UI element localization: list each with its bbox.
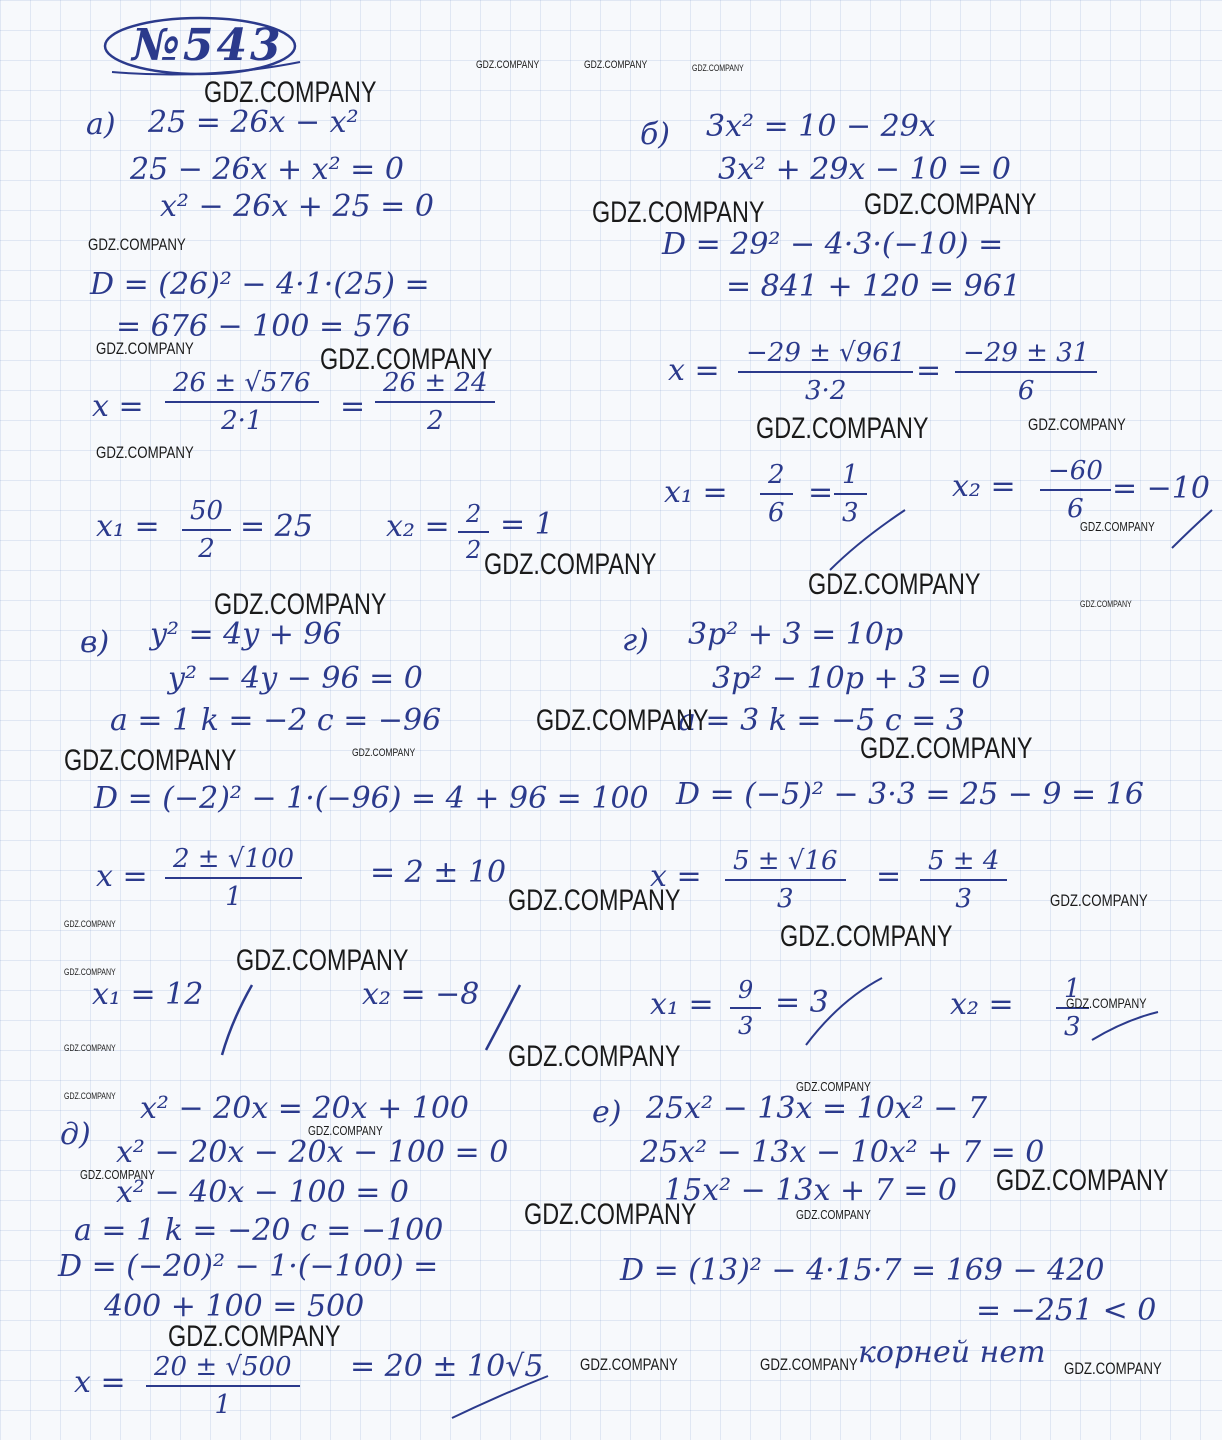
denominator: 3 <box>738 1012 754 1040</box>
part-b-equation-1: 3x² = 10 − 29x <box>706 109 936 144</box>
numerator: 2 <box>760 460 793 495</box>
watermark: GDZ.COMPANY <box>64 1091 116 1101</box>
part-g-x1-fraction <box>730 976 761 1040</box>
watermark: GDZ.COMPANY <box>64 1043 116 1053</box>
denominator: 6 <box>1017 376 1035 406</box>
part-a-root-fraction <box>165 368 319 436</box>
watermark: GDZ.COMPANY <box>864 188 1037 221</box>
part-b-discriminant-1: D = 29² − 4·3·(−10) = <box>662 227 1004 262</box>
part-v-root-fraction <box>165 844 302 912</box>
part-v-discriminant: D = (−2)² − 1·(−96) = 4 + 96 = 100 <box>94 781 649 816</box>
part-b-root-fraction-2 <box>955 338 1097 406</box>
watermark: GDZ.COMPANY <box>536 704 709 737</box>
watermark: GDZ.COMPANY <box>592 196 765 229</box>
part-b-root-lhs: x = <box>668 353 720 388</box>
denominator: 3 <box>955 884 972 914</box>
part-b-x1-fraction <box>760 460 793 528</box>
watermark: GDZ.COMPANY <box>214 588 387 621</box>
denominator: 2 <box>198 534 215 564</box>
part-b-root-equals: = <box>916 353 942 388</box>
part-d-root-fraction <box>146 1352 300 1420</box>
watermark: GDZ.COMPANY <box>584 59 648 71</box>
part-d-label: д) <box>60 1117 91 1152</box>
watermark: GDZ.COMPANY <box>320 343 493 376</box>
part-v-equation-2: y² − 4y − 96 = 0 <box>168 661 423 696</box>
watermark: GDZ.COMPANY <box>1080 519 1155 534</box>
part-g-equation-1: 3p² + 3 = 10p <box>688 617 904 652</box>
part-e-discriminant-2: = −251 < 0 <box>976 1293 1157 1328</box>
watermark: GDZ.COMPANY <box>860 732 1033 765</box>
numerator: −29 ± √961 <box>738 338 913 373</box>
watermark: GDZ.COMPANY <box>760 1355 858 1374</box>
part-d-equation-3: x² − 40x − 100 = 0 <box>116 1175 410 1210</box>
part-g-label: г) <box>622 623 649 658</box>
watermark: GDZ.COMPANY <box>484 548 657 581</box>
watermark: GDZ.COMPANY <box>352 747 416 759</box>
watermark: GDZ.COMPANY <box>476 59 540 71</box>
numerator: 26 ± 24 <box>375 368 495 403</box>
numerator: 9 <box>730 976 761 1009</box>
part-v-x2: x₂ = −8 <box>362 977 480 1012</box>
part-a-label: а) <box>86 107 116 142</box>
part-g-root-fraction <box>725 846 846 914</box>
watermark: GDZ.COMPANY <box>508 1040 681 1073</box>
part-d-discriminant-1: D = (−20)² − 1·(−100) = <box>58 1249 439 1284</box>
watermark: GDZ.COMPANY <box>168 1320 341 1353</box>
part-g-coefficients: a = 3 k = −5 c = 3 <box>678 703 965 738</box>
denominator: 3·2 <box>805 376 847 406</box>
part-g-x2-lhs: x₂ = <box>950 987 1014 1022</box>
numerator: 20 ± √500 <box>146 1352 300 1387</box>
part-e-equation-1: 25x² − 13x = 10x² − 7 <box>646 1091 988 1126</box>
watermark: GDZ.COMPANY <box>692 63 744 73</box>
part-b-x1-equals: = <box>808 475 834 510</box>
part-v-x1: x₁ = 12 <box>92 977 204 1012</box>
part-d-equation-1: x² − 20x = 20x + 100 <box>140 1091 470 1126</box>
numerator: 1 <box>834 460 867 495</box>
denominator: 3 <box>842 498 859 528</box>
part-a-equation-1: 25 = 26x − x² <box>148 105 359 140</box>
watermark: GDZ.COMPANY <box>64 967 116 977</box>
watermark: GDZ.COMPANY <box>780 920 953 953</box>
watermark: GDZ.COMPANY <box>796 1207 871 1222</box>
part-d-coefficients: a = 1 k = −20 c = −100 <box>74 1213 444 1248</box>
denominator: 2·1 <box>221 406 263 436</box>
part-b-x2-lhs: x₂ = <box>952 469 1016 504</box>
part-a-equation-2: 25 − 26x + x² = 0 <box>130 152 404 187</box>
watermark: GDZ.COMPANY <box>204 76 377 109</box>
watermark: GDZ.COMPANY <box>96 443 194 462</box>
part-a-equation-3: x² − 26x + 25 = 0 <box>160 189 434 224</box>
watermark: GDZ.COMPANY <box>64 744 237 777</box>
part-a-discriminant-1: D = (26)² − 4·1·(25) = <box>90 267 430 302</box>
denominator: 6 <box>1067 494 1084 524</box>
part-a-x1-value: = 25 <box>240 509 313 544</box>
part-g-root-equals: = <box>876 859 902 894</box>
part-d-root-lhs: x = <box>74 1365 126 1400</box>
part-d-equation-2: x² − 20x − 20x − 100 = 0 <box>116 1135 509 1170</box>
numerator: 2 ± √100 <box>165 844 302 879</box>
part-e-answer: корней нет <box>858 1335 1046 1370</box>
part-g-x1-value: = 3 <box>775 985 829 1020</box>
denominator: 2 <box>426 406 444 436</box>
part-g-root-lhs: x = <box>650 859 702 894</box>
part-a-x2-lhs: x₂ = <box>386 509 450 544</box>
part-e-discriminant-1: D = (13)² − 4·15·7 = 169 − 420 <box>620 1253 1105 1288</box>
numerator: 1 <box>1056 974 1089 1009</box>
part-a-x2-value: = 1 <box>500 507 554 542</box>
denominator: 3 <box>776 884 794 914</box>
part-a-x1-lhs: x₁ = <box>96 509 160 544</box>
part-b-x1-lhs: x₁ = <box>664 475 728 510</box>
watermark: GDZ.COMPANY <box>796 1079 871 1094</box>
watermark: GDZ.COMPANY <box>508 884 681 917</box>
problem-number: №543 <box>132 20 284 71</box>
part-b-label: б) <box>640 117 671 152</box>
watermark: GDZ.COMPANY <box>1050 891 1148 910</box>
check-mark <box>1092 1012 1158 1040</box>
watermark: GDZ.COMPANY <box>808 568 981 601</box>
watermark: GDZ.COMPANY <box>1064 1359 1162 1378</box>
part-d-root-value: = 20 ± 10√5 <box>350 1349 544 1384</box>
part-v-coefficients: a = 1 k = −2 c = −96 <box>110 703 442 738</box>
part-v-root-value: = 2 ± 10 <box>370 855 507 890</box>
part-b-x2-value: = −10 <box>1112 471 1210 506</box>
part-a-root-fraction-2 <box>375 368 495 436</box>
part-b-x1-fraction-2 <box>834 460 867 528</box>
part-a-discriminant-2: = 676 − 100 = 576 <box>116 309 411 344</box>
watermark: GDZ.COMPANY <box>1080 599 1132 609</box>
part-d-discriminant-2: 400 + 100 = 500 <box>104 1289 365 1324</box>
part-v-equation-1: y² = 4y + 96 <box>150 617 342 652</box>
denominator: 6 <box>768 498 785 528</box>
part-v-label: в) <box>80 625 110 660</box>
numerator: 5 ± 4 <box>920 846 1007 881</box>
numerator: −60 <box>1040 456 1111 491</box>
watermark: GDZ.COMPANY <box>96 339 194 358</box>
watermark: GDZ.COMPANY <box>236 944 409 977</box>
part-v-root-lhs: x = <box>96 859 148 894</box>
part-g-x1-lhs: x₁ = <box>650 987 714 1022</box>
part-g-discriminant: D = (−5)² − 3·3 = 25 − 9 = 16 <box>676 777 1144 812</box>
numerator: 5 ± √16 <box>725 846 846 881</box>
denominator: 1 <box>225 882 242 912</box>
part-e-equation-3: 15x² − 13x + 7 = 0 <box>664 1173 958 1208</box>
part-a-x1-fraction <box>182 496 231 564</box>
numerator: 50 <box>182 496 231 531</box>
watermark: GDZ.COMPANY <box>80 1167 155 1182</box>
part-b-discriminant-2: = 841 + 120 = 961 <box>726 269 1021 304</box>
denominator: 3 <box>1064 1012 1081 1042</box>
watermark: GDZ.COMPANY <box>580 1355 678 1374</box>
numerator: 2 <box>458 500 489 533</box>
numerator: −29 ± 31 <box>955 338 1097 373</box>
numerator: 26 ± √576 <box>165 368 319 403</box>
check-mark <box>222 985 252 1055</box>
watermark: GDZ.COMPANY <box>308 1123 383 1138</box>
part-g-root-fraction-2 <box>920 846 1007 914</box>
part-b-root-fraction <box>738 338 913 406</box>
part-a-root-lhs: x = <box>92 389 144 424</box>
part-b-equation-2: 3x² + 29x − 10 = 0 <box>718 152 1012 187</box>
part-e-label: е) <box>592 1095 622 1130</box>
watermark: GDZ.COMPANY <box>1066 995 1147 1011</box>
watermark: GDZ.COMPANY <box>64 919 116 929</box>
denominator: 2 <box>466 536 482 564</box>
denominator: 1 <box>214 1390 232 1420</box>
check-mark <box>1172 510 1212 548</box>
part-g-equation-2: 3p² − 10p + 3 = 0 <box>712 661 991 696</box>
watermark: GDZ.COMPANY <box>1028 415 1126 434</box>
watermark: GDZ.COMPANY <box>756 412 929 445</box>
watermark: GDZ.COMPANY <box>524 1198 697 1231</box>
part-e-equation-2: 25x² − 13x − 10x² + 7 = 0 <box>640 1135 1045 1170</box>
watermark: GDZ.COMPANY <box>996 1164 1169 1197</box>
watermark: GDZ.COMPANY <box>88 235 186 254</box>
part-a-root-equals: = <box>340 389 366 424</box>
part-b-x2-fraction <box>1040 456 1111 524</box>
